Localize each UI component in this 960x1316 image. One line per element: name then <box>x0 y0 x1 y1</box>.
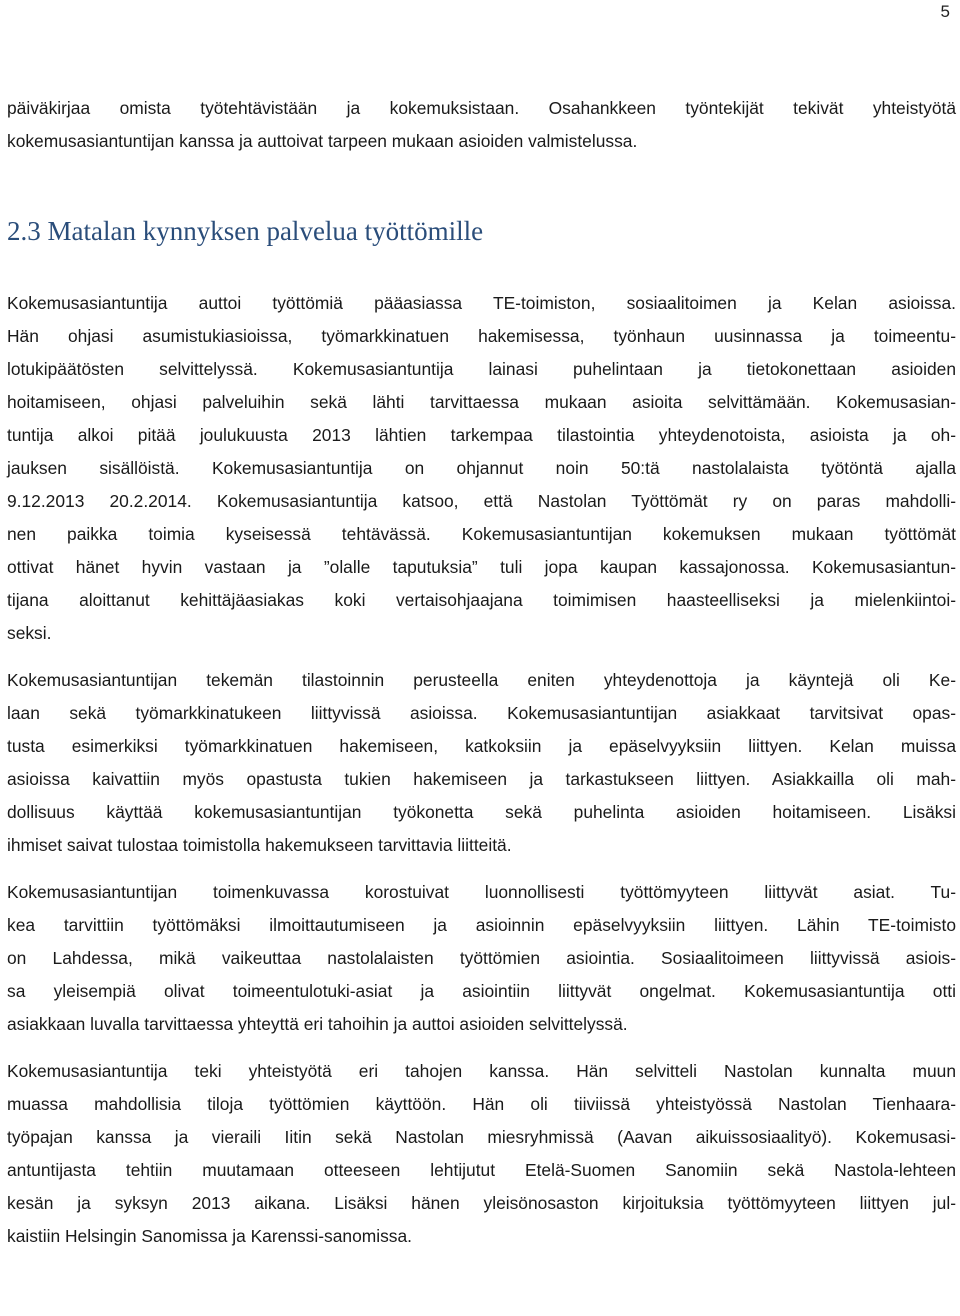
text-line: tuntija alkoi pitää joulukuusta 2013 lähtien tarkempaa tilastointia yhteydenotoista, asioista ja oh- <box>7 425 956 445</box>
text-line: kokemusasiantuntijan kanssa ja auttoivat tarpeen mukaan asioiden valmistelussa. <box>7 131 638 151</box>
text-line: Kokemusasiantuntijan toimenkuvassa korostuivat luonnollisesti työttömyyteen liittyvät asiat. Tu- <box>7 882 956 902</box>
body-paragraph <box>7 664 956 862</box>
text-line: dollisuus käyttää kokemusasiantuntijan työkonetta sekä puhelinta asioiden hoitamiseen. Lisäksi <box>7 802 956 822</box>
text-line: laan sekä työmarkkinatukeen liittyvissä asioissa. Kokemusasiantuntijan asiakkaat tarvitsivat opas- <box>7 703 956 723</box>
text-line: muassa mahdollisia tiloja työttömien käyttöön. Hän oli tiiviissä yhteistyössä Nastolan Tienhaara- <box>7 1094 956 1114</box>
text-line: nen paikka toimia kyseisessä tehtävässä. Kokemusasiantuntijan kokemuksen mukaan työttömät <box>7 524 956 544</box>
text-line: tijana aloittanut kehittäjäasiakas koki vertaisohjaajana toimimisen haasteelliseksi ja mielenkiintoi- <box>7 590 956 610</box>
text-line: kaistiin Helsingin Sanomissa ja Karenssi-sanomissa. <box>7 1226 412 1246</box>
text-line: Kokemusasiantuntijan tekemän tilastoinnin perusteella eniten yhteydenottoja ja käyntejä oli Ke- <box>7 670 956 690</box>
text-line: on Lahdessa, mikä vaikeuttaa nastolalaisten työttömien asiointia. Sosiaalitoimeen liittyvissä asiois- <box>7 948 956 968</box>
text-line: työpajan kanssa ja vieraili Iitin sekä Nastolan miesryhmissä (Aavan aikuissosiaalityö). Kokemusasi- <box>7 1127 956 1147</box>
section-heading: 2.3 Matalan kynnyksen palvelua työttömille <box>7 216 484 246</box>
text-line: antuntijasta tehtiin muutamaan otteeseen lehtijutut Etelä-Suomen Sanomiin sekä Nastola-lehteen <box>7 1160 956 1180</box>
text-line: 9.12.2013 20.2.2014. Kokemusasiantuntija katsoo, että Nastolan Työttömät ry on paras mahdolli- <box>7 491 956 511</box>
text-line: lotukipäätösten selvittelyssä. Kokemusasiantuntija lainasi puhelintaan ja tietokonettaan asioiden <box>7 359 956 379</box>
body-paragraph <box>7 287 956 650</box>
text-line: hoitamiseen, ohjasi palveluihin sekä lähti tarvittaessa mukaan asioita selvittämään. Kokemusasian- <box>7 392 956 412</box>
text-line: kesän ja syksyn 2013 aikana. Lisäksi hänen yleisönosaston kirjoituksia työttömyyteen liittyen jul- <box>7 1193 956 1213</box>
text-line: päiväkirjaa omista työtehtävistään ja kokemuksistaan. Osahankkeen työntekijät tekivät yhteistyötä <box>7 98 956 118</box>
text-line: Kokemusasiantuntija teki yhteistyötä eri tahojen kanssa. Hän selvitteli Nastolan kunnalta muun <box>7 1061 956 1081</box>
page-number: 5 <box>940 2 950 21</box>
text-line: asiakkaan luvalla tarvittaessa yhteyttä eri tahoihin ja auttoi asioiden selvittelyssä. <box>7 1014 628 1034</box>
text-line: asioissa kaivattiin myös opastusta tukien hakemiseen ja tarkastukseen liittyen. Asiakkailla oli mah- <box>7 769 956 789</box>
body-paragraph <box>7 876 956 1041</box>
body-paragraph <box>7 1055 956 1253</box>
body-paragraphs <box>7 287 956 1253</box>
text-line: kea tarvittiin työttömäksi ilmoittautumiseen ja asioinnin epäselvyyksiin liittyen. Lähin TE-toimisto <box>7 915 956 935</box>
text-line: tusta esimerkiksi työmarkkinatuen hakemiseen, katkoksiin ja epäselvyyksiin liittyen. Kelan muissa <box>7 736 956 756</box>
text-line: sa yleisempiä olivat toimeentulotuki-asiat ja asiointiin liittyvät ongelmat. Kokemusasiantuntija otti <box>7 981 956 1001</box>
text-line: Hän ohjasi asumistukiasioissa, työmarkkinatuen hakemisessa, työnhaun uusinnassa ja toimeentu- <box>7 326 956 346</box>
text-line: Kokemusasiantuntija auttoi työttömiä pääasiassa TE-toimiston, sosiaalitoimen ja Kelan asioissa. <box>7 293 956 313</box>
text-line: ottivat hänet hyvin vastaan ja ”olalle taputuksia” tuli jopa kaupan kassajonossa. Kokemusasiantun- <box>7 557 956 577</box>
text-line: jauksen sisällöistä. Kokemusasiantuntija on ohjannut noin 50:tä nastolalaista työtöntä ajalla <box>7 458 956 478</box>
document-body <box>7 92 956 1267</box>
text-line: seksi. <box>7 623 52 643</box>
intro-paragraph <box>7 92 956 158</box>
text-line: ihmiset saivat tulostaa toimistolla hakemukseen tarvittavia liitteitä. <box>7 835 512 855</box>
